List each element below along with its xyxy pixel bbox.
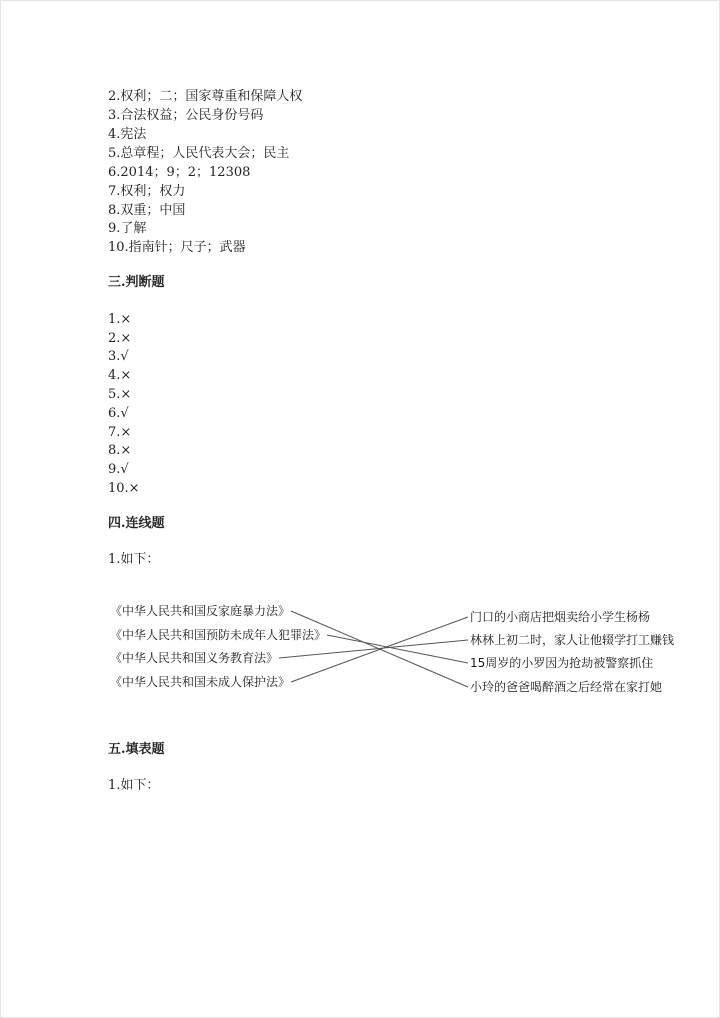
judgment-answer: 5.×	[108, 387, 132, 402]
judgment-answer: 6.√	[108, 406, 129, 421]
answer-line: 3.合法权益；公民身份号码	[108, 108, 264, 123]
section-heading-matching: 四.连线题	[108, 516, 165, 531]
judgment-answer: 10.×	[108, 481, 140, 496]
right-item: 小玲的爸爸喝醉酒之后经常在家打她	[470, 680, 663, 694]
right-item: 15周岁的小罗因为抢劫被警察抓住	[470, 656, 654, 670]
judgment-answer: 1.×	[108, 312, 132, 327]
answer-line: 5.总章程；人民代表大会；民主	[108, 146, 290, 161]
right-item: 门口的小商店把烟卖给小学生杨杨	[470, 610, 651, 624]
judgment-answer: 3.√	[108, 349, 129, 364]
answer-line: 8.双重；中国	[108, 203, 186, 218]
left-item: 《中华人民共和国反家庭暴力法》	[110, 604, 291, 618]
right-item: 林林上初二时，家人让他辍学打工赚钱	[470, 633, 675, 647]
judgment-answer: 4.×	[108, 368, 132, 383]
answer-line: 9.了解	[108, 221, 147, 236]
connector-line-4	[291, 617, 468, 682]
left-item: 《中华人民共和国未成人保护法》	[110, 675, 291, 689]
judgment-answer: 8.×	[108, 443, 132, 458]
answer-line: 4.宪法	[108, 127, 147, 142]
connector-line-2	[327, 635, 468, 663]
section-heading-table: 五.填表题	[108, 742, 165, 757]
answer-line: 2.权利；二；国家尊重和保障人权	[108, 89, 303, 104]
matching-intro: 1.如下：	[108, 552, 160, 567]
judgment-answer: 7.×	[108, 425, 132, 440]
connector-line-3	[279, 640, 468, 658]
answer-line: 10.指南针；尺子；武器	[108, 240, 246, 255]
left-item: 《中华人民共和国预防未成年人犯罪法》	[110, 628, 327, 642]
judgment-answer: 2.×	[108, 331, 132, 346]
table-intro: 1.如下：	[108, 778, 160, 793]
left-item: 《中华人民共和国义务教育法》	[110, 651, 279, 665]
judgment-answer: 9.√	[108, 462, 129, 477]
answer-line: 7.权利；权力	[108, 184, 186, 199]
section-heading-judgment: 三.判断题	[108, 275, 165, 290]
answer-line: 6.2014；9；2；12308	[108, 165, 251, 180]
